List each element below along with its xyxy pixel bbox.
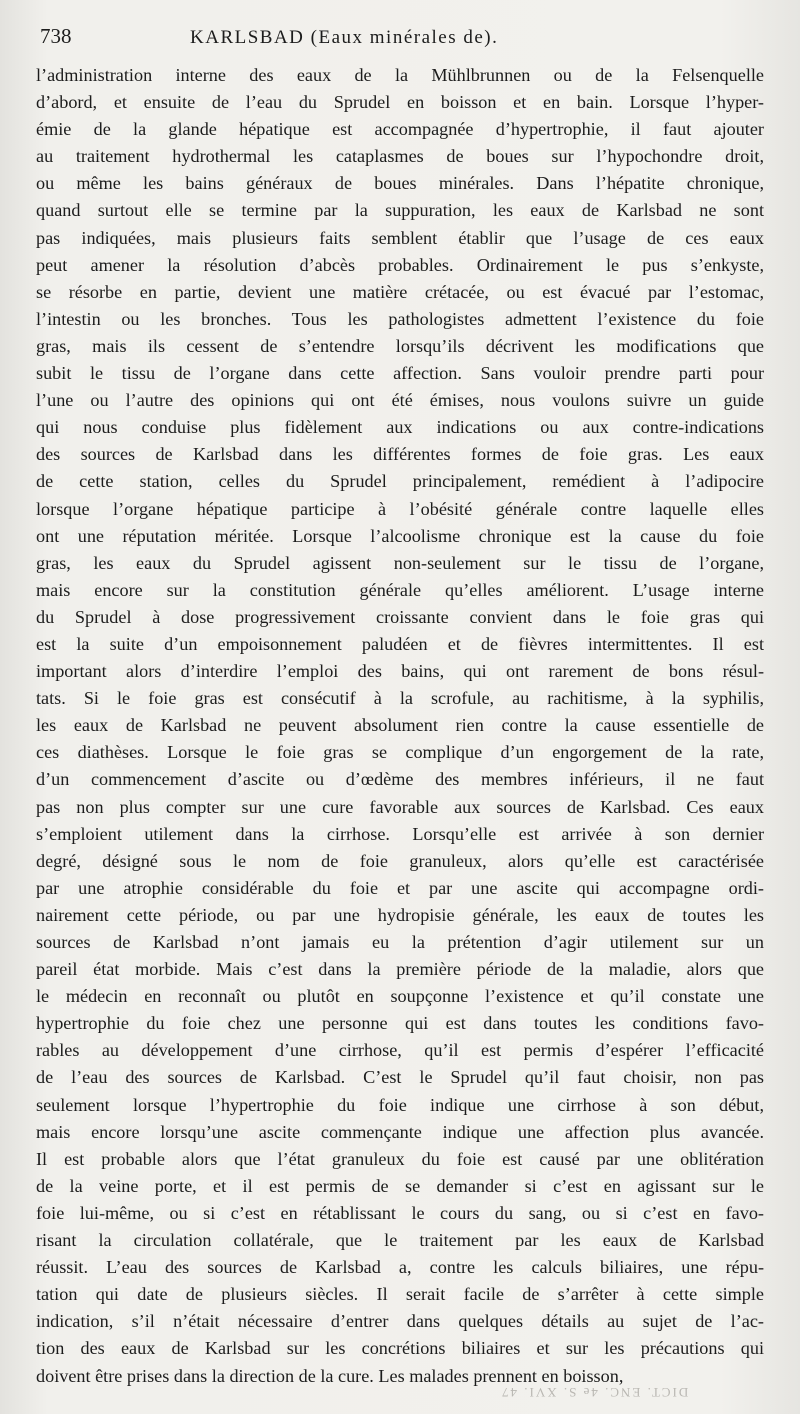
text-line: pareil état morbide. Mais c’est dans la première période de la maladie, alors que — [36, 959, 764, 980]
text-line: ou même les bains généraux de boues minérales. Dans l’hépatite chronique, — [36, 173, 764, 194]
body-paragraph — [36, 62, 764, 1390]
text-line: les eaux de Karlsbad ne peuvent absolument rien contre la cause essentielle de — [36, 715, 764, 736]
text-line: tation qui date de plusieurs siècles. Il serait facile de s’arrêter à cette simple — [36, 1284, 764, 1305]
footer-signature-mark: DICT. ENC. 4e S. XVI. 47 — [500, 1385, 689, 1400]
text-line: lorsque l’organe hépatique participe à l’obésité générale contre laquelle elles — [36, 498, 764, 519]
text-line: qui nous conduise plus fidèlement aux indications ou aux contre-indications — [36, 417, 764, 438]
text-line: quand surtout elle se termine par la suppuration, les eaux de Karlsbad ne sont — [36, 200, 764, 221]
text-line: gras, mais ils cessent de s’entendre lorsqu’ils décrivent les modifications que — [36, 335, 764, 356]
text-line: subit le tissu de l’organe dans cette affection. Sans vouloir prendre parti pour — [36, 363, 764, 384]
text-line: mais encore sur la constitution générale qu’elles améliorent. L’usage interne — [36, 579, 764, 600]
text-line: peut amener la résolution d’abcès probables. Ordinairement le pus s’enkyste, — [36, 254, 764, 275]
text-line: Il est probable alors que l’état granuleux du foie est causé par une oblitération — [36, 1148, 764, 1169]
text-line: doivent être prises dans la direction de la cure. Les malades prennent en boisson, — [36, 1365, 624, 1386]
text-line: d’un commencement d’ascite ou d’œdème des membres inférieurs, il ne faut — [36, 769, 764, 790]
text-line: risant la circulation collatérale, que le traitement par les eaux de Karlsbad — [36, 1230, 764, 1251]
running-head — [36, 24, 764, 56]
text-line: de cette station, celles du Sprudel principalement, remédient à l’adipocire — [36, 471, 764, 492]
text-line: foie lui-même, ou si c’est en rétablissant le cours du sang, ou si c’est en favo- — [36, 1202, 764, 1223]
text-line: l’une ou l’autre des opinions qui ont été émises, nous voulons suivre un guide — [36, 390, 764, 411]
text-line: rables au développement d’une cirrhose, qu’il est permis d’espérer l’efficacité — [36, 1040, 764, 1061]
text-line: indication, s’il n’était nécessaire d’entrer dans quelques détails au sujet de l’ac- — [36, 1311, 764, 1332]
text-line: le médecin en reconnaît ou plutôt en soupçonne l’existence et qu’il constate une — [36, 986, 764, 1007]
text-line: des sources de Karlsbad dans les différentes formes de foie gras. Les eaux — [36, 444, 764, 465]
text-line: nairement cette période, ou par une hydropisie générale, les eaux de toutes les — [36, 904, 764, 925]
text-line: d’abord, et ensuite de l’eau du Sprudel en boisson et en bain. Lorsque l’hyper- — [36, 92, 764, 113]
text-line: mais encore lorsqu’une ascite commençante indique une affection plus avancée. — [36, 1121, 764, 1142]
text-line: hypertrophie du foie chez une personne qui est dans toutes les conditions favo- — [36, 1013, 764, 1034]
text-line: l’administration interne des eaux de la Mühlbrunnen ou de la Felsenquelle — [36, 65, 764, 85]
text-line: pas non plus compter sur une cure favorable aux sources de Karlsbad. Ces eaux — [36, 796, 764, 817]
text-line: ont une réputation méritée. Lorsque l’alcoolisme chronique est la cause du foie — [36, 525, 764, 546]
page-number: 738 — [40, 24, 72, 48]
text-line: tion des eaux de Karlsbad sur les concrétions biliaires et sur les précautions qui — [36, 1338, 764, 1359]
text-line: important alors d’interdire l’emploi des bains, qui ont rarement de bons résul- — [36, 661, 764, 682]
text-line: ces diathèses. Lorsque le foie gras se complique d’un engorgement de la rate, — [36, 742, 764, 763]
text-line: l’intestin ou les bronches. Tous les pathologistes admettent l’existence du foie — [36, 308, 764, 329]
text-line: par une atrophie considérable du foie et par une ascite qui accompagne ordi- — [36, 877, 764, 898]
text-line: de l’eau des sources de Karlsbad. C’est le Sprudel qu’il faut choisir, non pas — [36, 1067, 764, 1088]
text-line: émie de la glande hépatique est accompagnée d’hypertrophie, il faut ajouter — [36, 119, 764, 140]
text-line: réussit. L’eau des sources de Karlsbad a, contre les calculs biliaires, une répu- — [36, 1257, 764, 1278]
text-line: du Sprudel à dose progressivement croissante convient dans le foie gras qui — [36, 606, 764, 627]
text-line: pas indiquées, mais plusieurs faits semblent établir que l’usage de ces eaux — [36, 227, 764, 248]
running-title: KARLSBAD (Eaux minérales de). — [190, 27, 499, 48]
text-line: degré, désigné sous le nom de foie granuleux, alors qu’elle est caractérisée — [36, 850, 764, 871]
text-line: de la veine porte, et il est permis de se demander si c’est en agissant sur le — [36, 1175, 764, 1196]
text-line: se résorbe en partie, devient une matière crétacée, ou est évacué par l’estomac, — [36, 281, 764, 302]
text-line: s’emploient utilement dans la cirrhose. Lorsqu’elle est arrivée à son dernier — [36, 823, 764, 844]
text-line: gras, les eaux du Sprudel agissent non-seulement sur le tissu de l’organe, — [36, 552, 764, 573]
text-line: au traitement hydrothermal les cataplasmes de boues sur l’hypochondre droit, — [36, 146, 764, 167]
text-line: sources de Karlsbad n’ont jamais eu la prétention d’agir utilement sur un — [36, 932, 764, 952]
text-line: seulement lorsque l’hypertrophie du foie indique une cirrhose à son début, — [36, 1094, 764, 1115]
text-line: tats. Si le foie gras est consécutif à la scrofule, au rachitisme, à la syphilis, — [36, 688, 764, 709]
text-line: est la suite d’un empoisonnement paludéen et de fièvres intermittentes. Il est — [36, 633, 764, 654]
